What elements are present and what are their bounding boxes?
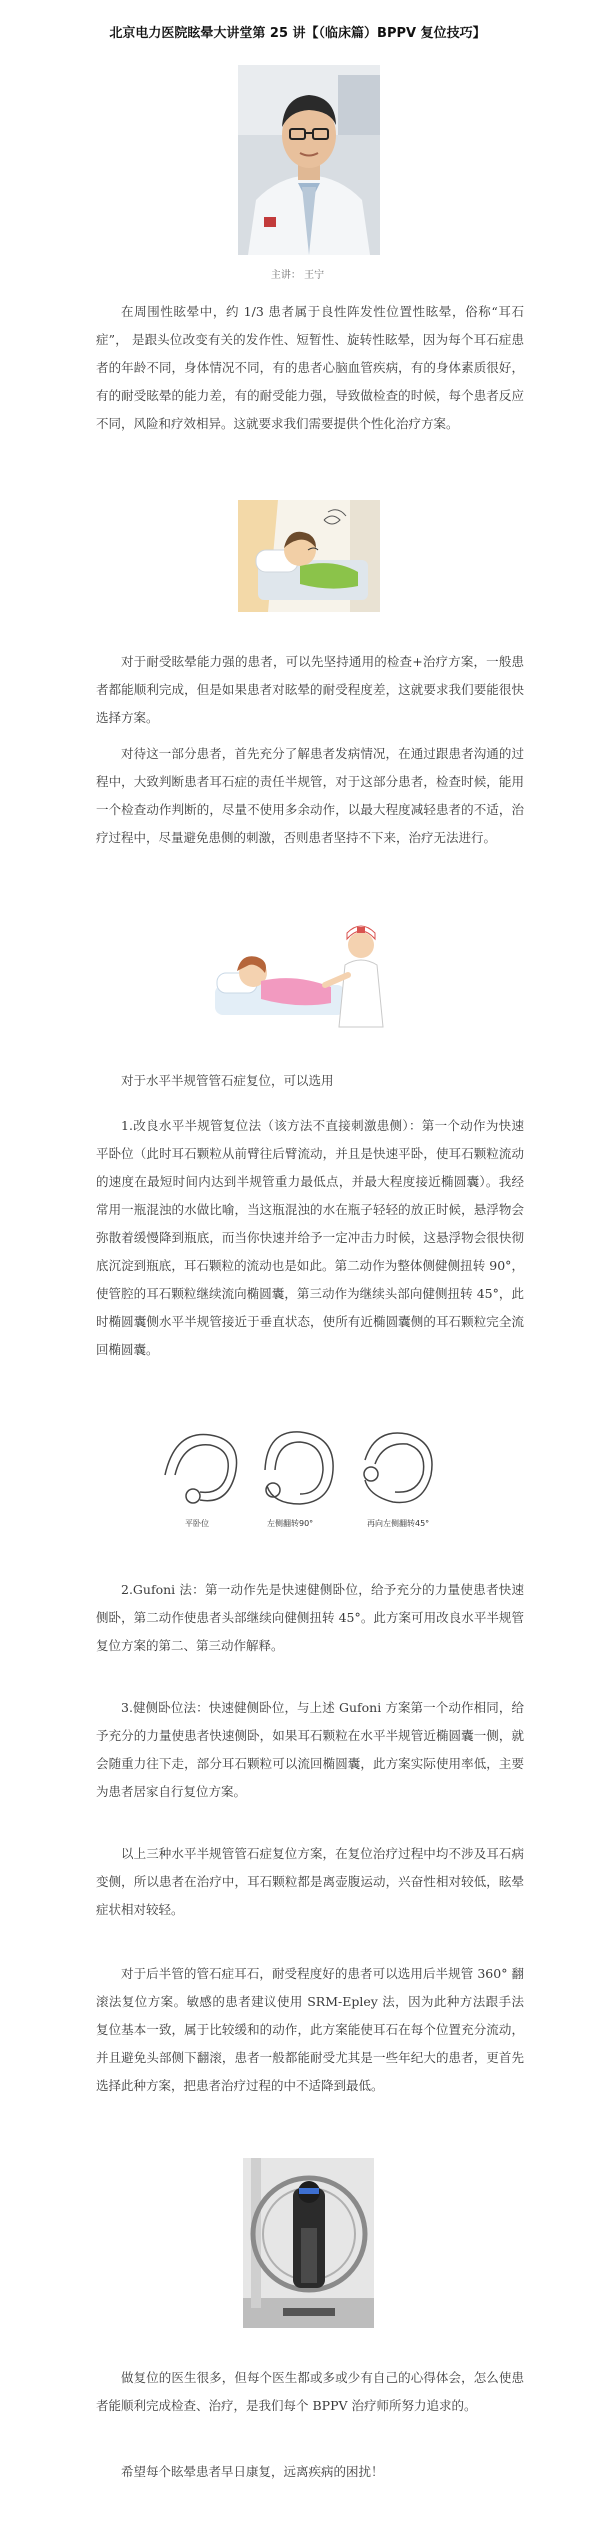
diagram-label-left-45: 再向左侧翻转45° xyxy=(367,1519,430,1528)
dizzy-patient-illustration xyxy=(238,500,380,612)
paragraph-tolerant: 对于耐受眩晕能力强的患者，可以先坚持通用的检查+治疗方案，一般患者都能顺利完成，但是如果患者对眩晕的耐受程度差，这就要求我们要能很快选择方案。 xyxy=(96,654,524,725)
paragraph-wish: 希望每个眩晕患者早日康复，远离疾病的困扰！ xyxy=(121,2464,384,2479)
paragraph-horizontal-intro: 对于水平半规管管石症复位，可以选用 xyxy=(121,1073,334,1088)
diagram-label-left-90: 左侧翻转90° xyxy=(267,1519,314,1528)
paragraph-closing: 做复位的医生很多，但每个医生都或多或少有自己的心得体会，怎么使患者能顺利完成检查、治疗，是我们每个 BPPV 治疗师所努力追求的。 xyxy=(96,2370,524,2413)
paragraph-intro: 在周围性眩晕中，约 1/3 患者属于良性阵发性位置性眩晕，俗称“耳石症”， 是跟头位改变有关的发作性、短暂性、旋转性眩晕，因为每个耳石症患者的年龄不同，身体情况不同，有的患者心脑血管疾病，有的身体素质很好，有的耐受眩晕的能力差，有的耐受能力强，导致做检查的时候，每个患者反应不同，风险和疗效相异。这就要求我们需要提供个性化治疗方案。 xyxy=(96,304,524,431)
article-title: 北京电力医院眩晕大讲堂第 25 讲【（临床篇）BPPV 复位技巧】 xyxy=(109,26,486,41)
paragraph-posterior: 对于后半管的管石症耳石，耐受程度好的患者可以选用后半规管 360° 翻滚法复位方案。敏感的患者建议使用 SRM-Epley 法，因为此种方法跟手法复位基本一致，属于比较缓和的动作，此方案能使耳石在每个位置充分流动，并且避免头部侧下翻滚，患者一般都能耐受尤其是一些年纪大的患者，更首先选择此种方案，把患者治疗过程的中不适降到最低。 xyxy=(96,1966,524,2093)
paragraph-sensitive: 对待这一部分患者，首先充分了解患者发病情况，在通过跟患者沟通的过程中，大致判断患者耳石症的责任半规管，对于这部分患者，检查时候，能用一个检查动作判断的，尽量不使用多余动作，以最大程度减轻患者的不适，治疗过程中，尽量避免患侧的刺激，否则患者坚持不下来，治疗无法进行。 xyxy=(96,746,524,845)
paragraph-method-1: 1.改良水平半规管复位法（该方法不直接刺激患侧）：第一个动作为快速平卧位（此时耳石颗粒从前臂往后臂流动，并且是快速平卧，使耳石颗粒流动的速度在最短时间内达到半规管重力最低点，并最大程度接近椭圆囊）。我经常用一瓶混浊的水做比喻，当这瓶混浊的水在瓶子轻轻的放正时候，悬浮物会弥散着缓慢降到瓶底，而当你快速并给予一定冲击力时候，这悬浮物会很快彻底沉淀到瓶底，耳石颗粒的流动也是如此。第二动作为整体侧健侧扭转 90°，使管腔的耳石颗粒继续流向椭圆囊，第三动作为继续头部向健侧扭转 45°，此时椭圆囊侧水平半规管接近于垂直状态，使所有近椭圆囊侧的耳石颗粒完全流回椭圆囊。 xyxy=(96,1118,524,1357)
canal-position-diagram xyxy=(155,1420,445,1535)
speaker-photo xyxy=(238,65,380,255)
paragraph-method-3: 3.健侧卧位法：快速健侧卧位，与上述 Gufoni 方案第一个动作相同，给予充分的力量使患者快速侧卧，如果耳石颗粒在水平半规管近椭圆囊一侧，就会随重力往下走，部分耳石颗粒可以流回椭圆囊，此方案实际使用率低，主要为患者居家自行复位方案。 xyxy=(96,1700,524,1799)
nurse-patient-illustration xyxy=(205,915,395,1035)
diagram-label-supine: 平卧位 xyxy=(185,1519,209,1528)
srm-chair-photo xyxy=(243,2158,374,2328)
paragraph-method-2: 2.Gufoni 法：第一动作先是快速健侧卧位，给予充分的力量使患者快速侧卧，第二动作使患者头部继续向健侧扭转 45°。此方案可用改良水平半规管复位方案的第二、第三动作解释。 xyxy=(96,1582,524,1653)
paragraph-summary: 以上三种水平半规管管石症复位方案，在复位治疗过程中均不涉及耳石病变侧，所以患者在治疗中，耳石颗粒都是离壶腹运动，兴奋性相对较低，眩晕症状相对较轻。 xyxy=(96,1846,524,1917)
speaker-caption: 主讲： 王宁 xyxy=(270,270,325,281)
